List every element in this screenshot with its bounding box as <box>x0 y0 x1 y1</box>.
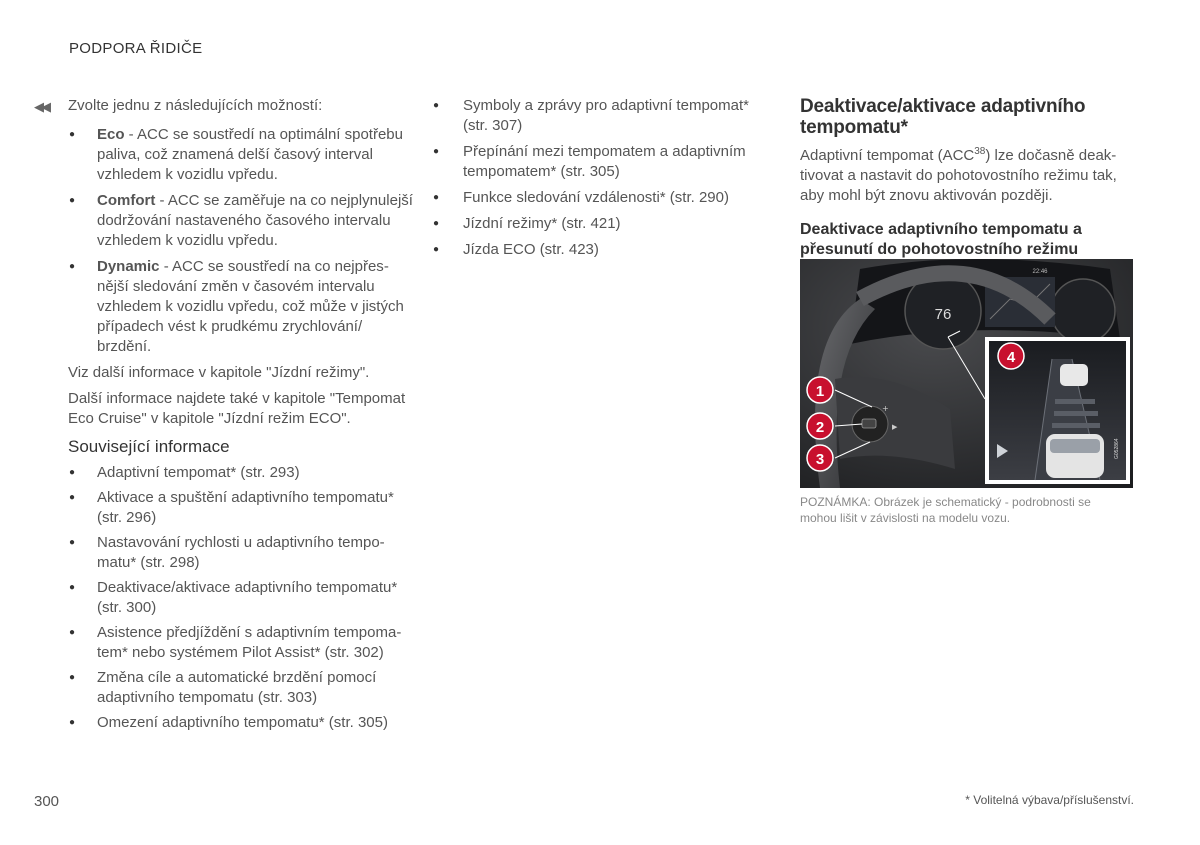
lead-car <box>1060 364 1088 386</box>
option-text: - ACC se soustředí na optimální spotřebu paliva, což znamená delší časový interval vzhledem k vozidlu vpředu. <box>97 126 403 183</box>
figure-code: G052864 <box>1114 438 1120 459</box>
illustration-svg <box>800 259 1133 488</box>
clock-readout: 22:46 <box>1032 269 1048 275</box>
related-link[interactable]: ● Symboly a zprávy pro adaptivní tempomat* (str. 307) <box>432 96 762 136</box>
tachometer-dial <box>1051 279 1115 343</box>
steering-wheel-illustration <box>800 259 1133 488</box>
related-link[interactable]: ● Omezení adaptivního tempomatu* (str. 305) <box>68 713 414 733</box>
intro-text: Zvolte jednu z následujících možností: <box>68 97 323 114</box>
continuation-arrow-icon: ◀◀ <box>34 99 48 114</box>
intro-line <box>34 96 414 117</box>
related-link[interactable]: ● Přepínání mezi tempomatem a adaptivním tempomatem* (str. 305) <box>432 142 762 182</box>
callout-badge-1 <box>807 377 833 403</box>
callout-badge-2 <box>807 413 833 439</box>
footnote-ref[interactable]: 38 <box>974 146 986 157</box>
distance-bar <box>1052 423 1100 428</box>
svg-text:1: 1 <box>815 383 825 400</box>
related-link[interactable]: ● Deaktivace/aktivace adaptivního tempomatu* (str. 300) <box>68 578 414 618</box>
callout-badge-3 <box>807 445 833 471</box>
related-link[interactable]: ● Aktivace a spuštění adaptivního tempomatu* (str. 296) <box>68 488 414 528</box>
figure-caption: POZNÁMKA: Obrázek je schematický - podrobnosti se mohou lišit v závislosti na modelu vozu. <box>800 495 1091 525</box>
related-list-continued <box>432 96 762 260</box>
section-paragraph <box>800 142 1135 206</box>
page-number: 300 <box>34 793 60 810</box>
related-link[interactable]: ● Adaptivní tempomat* (str. 293) <box>68 463 414 483</box>
plus-icon: + <box>882 404 889 413</box>
footnote: * Volitelná výbava/příslušenství. <box>965 793 1134 807</box>
paragraph: Další informace najdete také v kapitole "Tempomat Eco Cruise" v kapitole "Jízdní režim ECO". <box>68 390 406 427</box>
list-item <box>68 257 414 357</box>
distance-bar <box>1055 399 1095 404</box>
para-text: ) lze dočasně deaktivovat a nastavit do pohotovostního režimu tak, aby mohl být znovu aktivován později. <box>800 147 1117 204</box>
related-link[interactable]: ● Jízda ECO (str. 423) <box>432 240 762 260</box>
related-link[interactable]: ● Změna cíle a automatické brzdění pomocí adaptivního tempomatu (str. 303) <box>68 668 414 708</box>
acc-button <box>862 419 876 428</box>
list-item <box>68 191 414 251</box>
related-list <box>68 463 414 733</box>
chapter-header: PODPORA ŘIDIČE <box>69 40 203 57</box>
subsection-title: Deaktivace adaptivního tempomatu a přesunutí do pohotovostního režimu <box>800 221 1082 258</box>
related-link[interactable]: ● Funkce sledování vzdálenosti* (str. 290) <box>432 188 762 208</box>
paragraph: Viz další informace v kapitole "Jízdní režimy". <box>68 364 370 381</box>
option-name: Comfort <box>97 192 156 209</box>
related-info-title: Související informace <box>68 437 230 456</box>
related-link[interactable]: ● Jízdní režimy* (str. 421) <box>432 214 762 234</box>
option-text: - ACC se soustředí na co nejpřesnější sledování změn v časovém intervalu vzhledem k vozidlu vpředu, což může v jistých případech vést k prudkému zrychlování/ brzdění. <box>97 258 404 355</box>
speed-readout: 76 <box>934 306 952 323</box>
option-name: Dynamic <box>97 258 160 275</box>
svg-text:3: 3 <box>815 451 825 468</box>
column-left <box>34 96 414 738</box>
right-arrow-icon: ▶ <box>892 423 898 431</box>
related-link[interactable]: ● Asistence předjíždění s adaptivním tempomatem* nebo systémem Pilot Assist* (str. 302) <box>68 623 414 663</box>
related-link[interactable]: ● Nastavování rychlosti u adaptivního tempomatu* (str. 298) <box>68 533 414 573</box>
svg-text:2: 2 <box>815 419 825 436</box>
distance-bar <box>1054 411 1098 416</box>
para-text: Adaptivní tempomat (ACC <box>800 147 975 164</box>
list-item <box>68 125 414 185</box>
column-right <box>800 96 1135 266</box>
section-title: Deaktivace/aktivace adaptivního tempomatu* <box>800 96 1086 138</box>
option-name: Eco <box>97 126 125 143</box>
svg-text:4: 4 <box>1006 349 1016 366</box>
options-list <box>68 125 414 357</box>
column-middle <box>432 96 762 266</box>
option-text: - ACC se zaměřuje na co nejplynulejší dodržování nastaveného časového intervalu vzhledem k vozidlu vpředu. <box>97 192 413 249</box>
own-car-windshield <box>1050 439 1100 453</box>
callout-badge-4 <box>998 343 1024 369</box>
